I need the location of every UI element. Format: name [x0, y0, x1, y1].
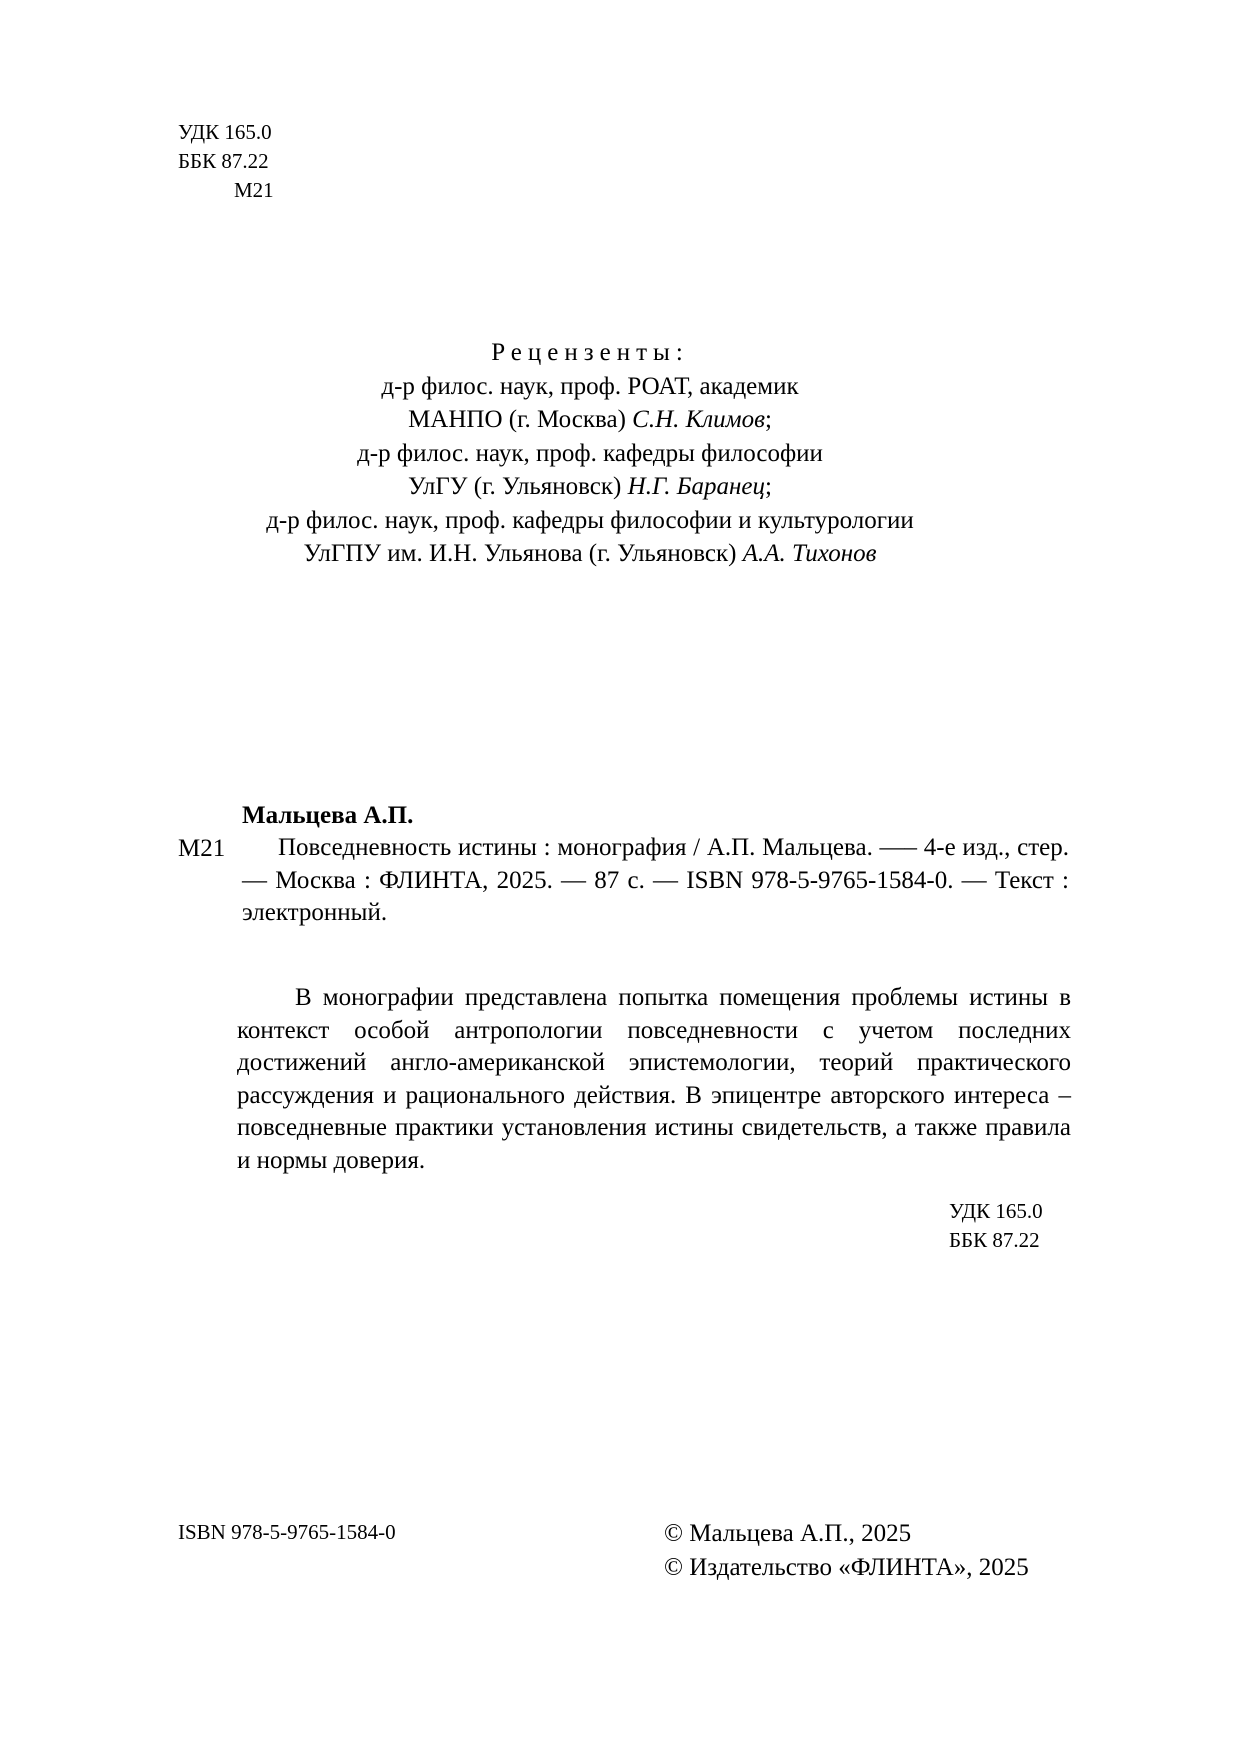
reviewer-name: Н.Г. Баранец: [627, 473, 766, 500]
reviewers-block: [150, 336, 1030, 571]
reviewer-name: А.А. Тихонов: [742, 540, 877, 567]
bbk-code: ББК 87.22: [949, 1228, 1040, 1252]
separator: ;: [764, 406, 772, 433]
abstract-paragraph: В монографии представлена попытка помещения проблемы истины в контекст особой антропологии повседневности с учетом последних достижений англо-американской эпистемологии, теорий практического рассуждения и рационального действия. В эпицентре авторского интереса – повседневные практики установления истины свидетельств, а также правила и нормы доверия.: [237, 984, 1071, 1174]
reviewers-heading: Рецензенты:: [491, 339, 689, 366]
bibliographic-description: Повседневность истины : монография / А.П. Мальцева. —– 4-е изд., стер. — Москва : ФЛИНТА, 2025. — 87 с. — ISBN 978-5-9765-1584-0. — Текст : электронный.: [242, 834, 1069, 926]
reviewer-line: [150, 470, 1030, 504]
udk-code: УДК 165.0: [949, 1199, 1043, 1223]
author-mark: М21: [234, 178, 274, 202]
entry-author: Мальцева А.П.: [242, 802, 414, 829]
copyright-block: [664, 1517, 1029, 1585]
reviewer-line: д-р филос. наук, проф. кафедры философии и культурологии: [266, 506, 914, 534]
udk-code: УДК 165.0: [178, 120, 272, 144]
reviewer-line: [150, 537, 1030, 571]
entry-code: М21: [178, 835, 226, 862]
reviewer-line: [150, 403, 1030, 437]
isbn: ISBN 978-5-9765-1584-0: [178, 1520, 396, 1544]
classification-bottom: [949, 1197, 1043, 1255]
classification-top: [178, 118, 274, 205]
copyright-author: © Мальцева А.П., 2025: [664, 1520, 912, 1547]
reviewer-line: д-р филос. наук, проф. РОАТ, академик: [381, 372, 799, 400]
reviewer-affiliation: МАНПО (г. Москва): [408, 406, 633, 433]
copyright-publisher: © Издательство «ФЛИНТА», 2025: [664, 1554, 1029, 1581]
bbk-code: ББК 87.22: [178, 149, 269, 173]
reviewer-affiliation: УлГПУ им. И.Н. Ульянова (г. Ульяновск): [303, 540, 743, 567]
reviewer-affiliation: УлГУ (г. Ульяновск): [408, 473, 628, 500]
reviewer-line: д-р филос. наук, проф. кафедры философии: [357, 439, 823, 467]
reviewer-name: С.Н. Климов: [632, 406, 765, 433]
separator: ;: [765, 473, 772, 500]
